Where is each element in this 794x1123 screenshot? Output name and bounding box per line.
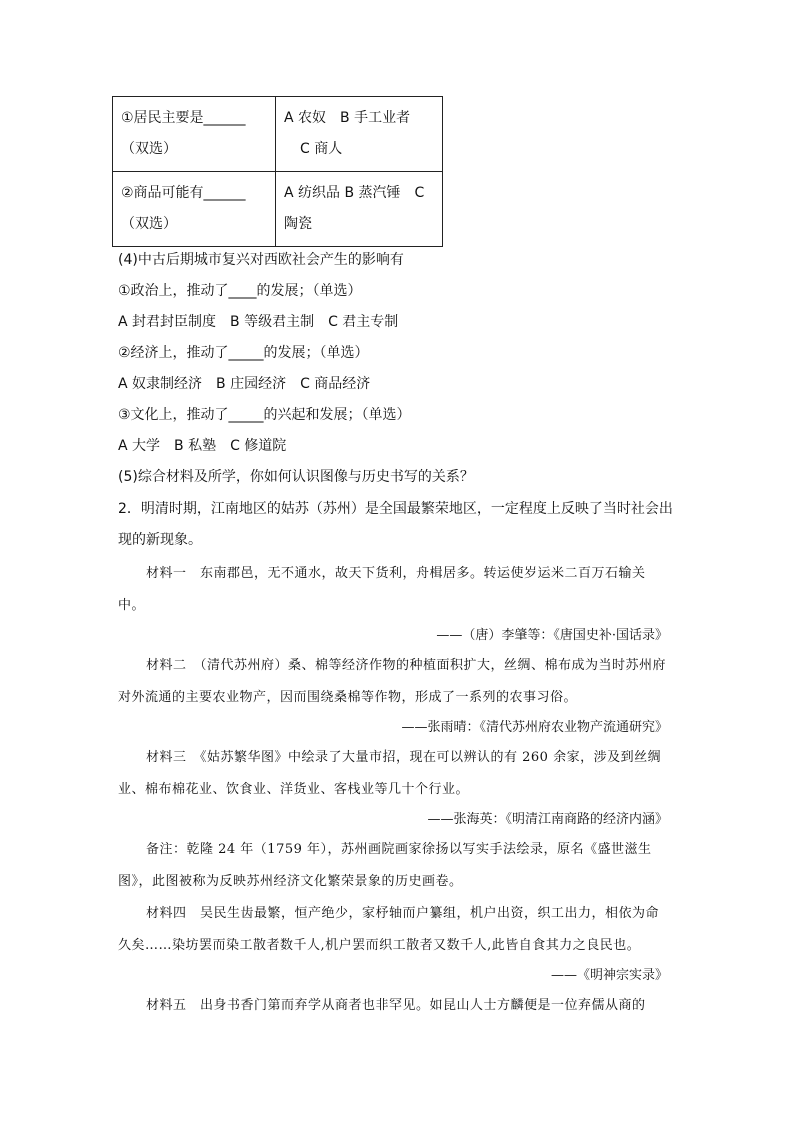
question-4-part-3-options: A 大学 B 私塾 C 修道院 <box>118 438 287 454</box>
options-text: C 商人 <box>300 141 343 157</box>
question-4-title: (4)中古后期城市复兴对西欧社会产生的影响有 <box>118 252 404 268</box>
table-row <box>113 172 443 247</box>
question-note: （双选） <box>121 216 177 232</box>
question-text: ①居民主要是______ <box>121 110 246 126</box>
options-text: A 农奴 B 手工业者 <box>284 110 411 126</box>
material-5: 材料五 出身书香门第而弃学从商者也非罕见。如昆山人士方麟便是一位弃儒从商的 <box>146 998 646 1013</box>
question-note: （双选） <box>121 141 177 157</box>
material-2: 材料二 （清代苏州府）桑、棉等经济作物的种植面积扩大，丝绸、棉布成为当时苏州府对外流通的主要农业物产，因而围绕桑棉等作物，形成了一系列的农事习俗。 <box>118 658 667 705</box>
table-row <box>113 97 443 172</box>
material-1: 材料一 东南郡邑，无不通水，故天下货利，舟楫居多。转运使岁运米二百万石输关中。 <box>118 566 646 613</box>
question-4-part-2-options: A 奴隶制经济 B 庄园经济 C 商品经济 <box>118 376 371 392</box>
material-3: 材料三 《姑苏繁华图》中绘录了大量市招，现在可以辨认的有 260 余家，涉及到丝绸业、棉布棉花业、饮食业、洋货业、客栈业等几十个行业。 <box>118 750 662 797</box>
question-cell <box>113 97 276 172</box>
material-1-source: ——（唐）李肇等：《唐国史补·国话录》 <box>436 628 668 643</box>
material-4-source: ——《明神宗实录》 <box>550 968 668 983</box>
question-cell <box>113 172 276 247</box>
options-text: A 纺织品 B 蒸汽锤 C <box>284 185 425 201</box>
material-note: 备注：乾隆 24 年（1759 年），苏州画院画家徐扬以写实手法绘录，原名《盛世滋生图》，此图被称为反映苏州经济文化繁荣景象的历史画卷。 <box>118 842 652 889</box>
options-table <box>112 96 443 247</box>
question-2-intro: 2．明清时期，江南地区的姑苏（苏州）是全国最繁荣地区，一定程度上反映了当时社会出现的新现象。 <box>118 501 673 548</box>
material-4: 材料四 吴民生齿最繁，恒产绝少，家杼轴而户纂组，机户出资，织工出力，相依为命久矣……染坊罢而染工散者数千人,机户罢而织工散者又数千人,此皆自食其力之良民也。 <box>118 906 660 953</box>
material-2-source: ——张雨晴：《清代苏州府农业物产流通研究》 <box>401 720 668 735</box>
question-4-part-1-options: A 封君封臣制度 B 等级君主制 C 君主专制 <box>118 314 399 330</box>
question-4-part-2: ②经济上，推动了_____的发展；（单选） <box>118 345 369 361</box>
question-text: ②商品可能有______ <box>121 185 246 201</box>
question-4-part-1: ①政治上，推动了____的发展；（单选） <box>118 283 362 299</box>
question-5: (5)综合材料及所学，你如何认识图像与历史书写的关系？ <box>118 469 474 485</box>
material-3-source: ——张海英：《明清江南商路的经济内涵》 <box>427 812 668 827</box>
question-4-part-3: ③文化上，推动了_____的兴起和发展；（单选） <box>118 407 411 423</box>
options-cell <box>276 97 443 172</box>
options-cell <box>276 172 443 247</box>
options-text: 陶瓷 <box>284 216 312 232</box>
